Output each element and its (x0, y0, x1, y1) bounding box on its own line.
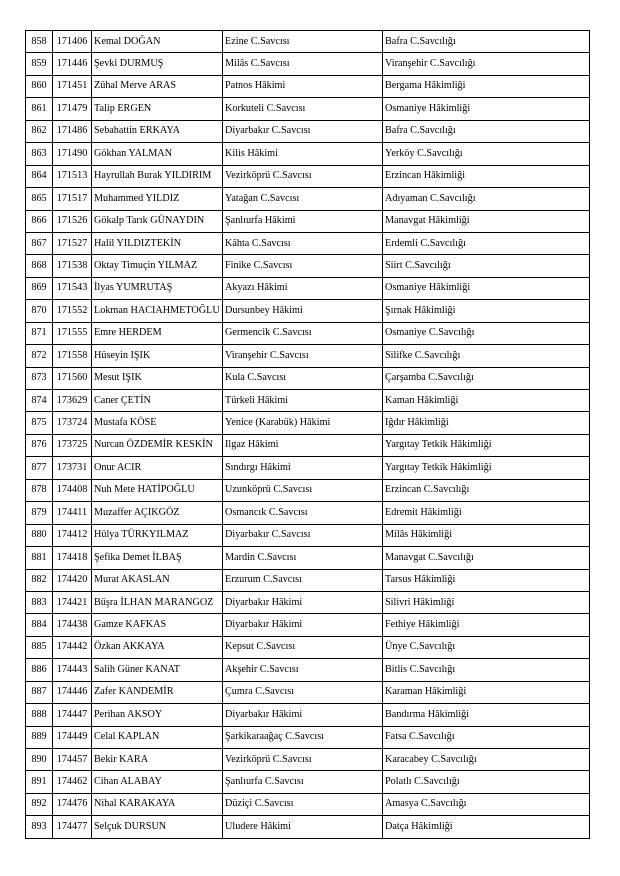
new-post-cell: Iğdır Hâkimliği (383, 412, 590, 434)
new-post-cell: Bitlis C.Savcılığı (383, 659, 590, 681)
current-post-cell: Akyazı Hâkimi (223, 277, 383, 299)
row-number-cell: 868 (26, 255, 53, 277)
new-post-cell: Tarsus Hâkimliği (383, 569, 590, 591)
table-row (26, 98, 590, 120)
registry-number-cell: 174412 (53, 524, 92, 546)
document-page (25, 30, 589, 839)
row-number-cell: 876 (26, 434, 53, 456)
current-post-cell: Vezirköprü C.Savcısı (223, 165, 383, 187)
name-cell: Emre HERDEM (92, 322, 223, 344)
table-row (26, 412, 590, 434)
registry-number-cell: 173731 (53, 457, 92, 479)
new-post-cell: Manavgat Hâkimliği (383, 210, 590, 232)
current-post-cell: Vezirköprü C.Savcısı (223, 749, 383, 771)
name-cell: Kemal DOĞAN (92, 31, 223, 53)
name-cell: Bekir KARA (92, 749, 223, 771)
current-post-cell: Patnos Hâkimi (223, 75, 383, 97)
registry-number-cell: 174476 (53, 793, 92, 815)
table-row (26, 569, 590, 591)
current-post-cell: Erzurum C.Savcısı (223, 569, 383, 591)
row-number-cell: 874 (26, 390, 53, 412)
row-number-cell: 863 (26, 143, 53, 165)
current-post-cell: Viranşehir C.Savcısı (223, 345, 383, 367)
row-number-cell: 877 (26, 457, 53, 479)
table-row (26, 322, 590, 344)
row-number-cell: 880 (26, 524, 53, 546)
registry-number-cell: 174421 (53, 591, 92, 613)
name-cell: Celal KAPLAN (92, 726, 223, 748)
row-number-cell: 858 (26, 31, 53, 53)
new-post-cell: Silivri Hâkimliği (383, 591, 590, 613)
name-cell: Şevki DURMUŞ (92, 53, 223, 75)
registry-number-cell: 171486 (53, 120, 92, 142)
registry-number-cell: 171479 (53, 98, 92, 120)
new-post-cell: Osmaniye Hâkimliği (383, 277, 590, 299)
new-post-cell: Ünye C.Savcılığı (383, 636, 590, 658)
current-post-cell: Yenice (Karabük) Hâkimi (223, 412, 383, 434)
row-number-cell: 892 (26, 793, 53, 815)
row-number-cell: 886 (26, 659, 53, 681)
table-row (26, 591, 590, 613)
registry-number-cell: 174447 (53, 704, 92, 726)
table-row (26, 188, 590, 210)
row-number-cell: 883 (26, 591, 53, 613)
row-number-cell: 859 (26, 53, 53, 75)
current-post-cell: Milâs C.Savcısı (223, 53, 383, 75)
current-post-cell: Finike C.Savcısı (223, 255, 383, 277)
table-row (26, 255, 590, 277)
current-post-cell: Ezine C.Savcısı (223, 31, 383, 53)
current-post-cell: Ilgaz Hâkimi (223, 434, 383, 456)
registry-number-cell: 171513 (53, 165, 92, 187)
current-post-cell: Sındırgı Hâkimi (223, 457, 383, 479)
registry-number-cell: 174449 (53, 726, 92, 748)
row-number-cell: 864 (26, 165, 53, 187)
table-row (26, 771, 590, 793)
table-body (26, 31, 590, 839)
name-cell: Sebahattin ERKAYA (92, 120, 223, 142)
current-post-cell: Uzunköprü C.Savcısı (223, 479, 383, 501)
row-number-cell: 879 (26, 502, 53, 524)
new-post-cell: Çarşamba C.Savcılığı (383, 367, 590, 389)
name-cell: Onur ACIR (92, 457, 223, 479)
registry-number-cell: 171490 (53, 143, 92, 165)
new-post-cell: Bafra C.Savcılığı (383, 31, 590, 53)
name-cell: Özkan AKKAYA (92, 636, 223, 658)
registry-number-cell: 174462 (53, 771, 92, 793)
new-post-cell: Erdemli C.Savcılığı (383, 232, 590, 254)
row-number-cell: 888 (26, 704, 53, 726)
registry-number-cell: 171451 (53, 75, 92, 97)
row-number-cell: 875 (26, 412, 53, 434)
current-post-cell: Germencik C.Savcısı (223, 322, 383, 344)
row-number-cell: 867 (26, 232, 53, 254)
row-number-cell: 882 (26, 569, 53, 591)
name-cell: Hayrullah Burak YILDIRIM (92, 165, 223, 187)
row-number-cell: 865 (26, 188, 53, 210)
table-row (26, 434, 590, 456)
name-cell: Nihal KARAKAYA (92, 793, 223, 815)
new-post-cell: Silifke C.Savcılığı (383, 345, 590, 367)
registry-number-cell: 171560 (53, 367, 92, 389)
table-row (26, 367, 590, 389)
table-row (26, 681, 590, 703)
new-post-cell: Bergama Hâkimliği (383, 75, 590, 97)
name-cell: Mesut IŞIK (92, 367, 223, 389)
table-row (26, 210, 590, 232)
new-post-cell: Bandırma Hâkimliği (383, 704, 590, 726)
row-number-cell: 862 (26, 120, 53, 142)
current-post-cell: Uludere Hâkimi (223, 816, 383, 838)
current-post-cell: Şanlıurfa C.Savcısı (223, 771, 383, 793)
current-post-cell: Mardin C.Savcısı (223, 547, 383, 569)
new-post-cell: Polatlı C.Savcılığı (383, 771, 590, 793)
current-post-cell: Kepsut C.Savcısı (223, 636, 383, 658)
appointment-table (25, 30, 590, 839)
row-number-cell: 871 (26, 322, 53, 344)
table-row (26, 345, 590, 367)
row-number-cell: 872 (26, 345, 53, 367)
current-post-cell: Akşehir C.Savcısı (223, 659, 383, 681)
row-number-cell: 887 (26, 681, 53, 703)
registry-number-cell: 174420 (53, 569, 92, 591)
new-post-cell: Fatsa C.Savcılığı (383, 726, 590, 748)
current-post-cell: Diyarbakır Hâkimi (223, 591, 383, 613)
new-post-cell: Siirt C.Savcılığı (383, 255, 590, 277)
registry-number-cell: 174418 (53, 547, 92, 569)
new-post-cell: Milâs Hâkimliği (383, 524, 590, 546)
registry-number-cell: 173629 (53, 390, 92, 412)
name-cell: Salih Güner KANAT (92, 659, 223, 681)
table-row (26, 390, 590, 412)
new-post-cell: Karaman Hâkimliği (383, 681, 590, 703)
registry-number-cell: 173724 (53, 412, 92, 434)
table-row (26, 53, 590, 75)
table-row (26, 31, 590, 53)
new-post-cell: Osmaniye C.Savcılığı (383, 322, 590, 344)
name-cell: Muhammed YILDIZ (92, 188, 223, 210)
current-post-cell: Osmancık C.Savcısı (223, 502, 383, 524)
table-row (26, 300, 590, 322)
table-row (26, 726, 590, 748)
row-number-cell: 869 (26, 277, 53, 299)
table-row (26, 614, 590, 636)
current-post-cell: Diyarbakır C.Savcısı (223, 524, 383, 546)
new-post-cell: Amasya C.Savcılığı (383, 793, 590, 815)
registry-number-cell: 171517 (53, 188, 92, 210)
row-number-cell: 885 (26, 636, 53, 658)
current-post-cell: Düziçi C.Savcısı (223, 793, 383, 815)
table-row (26, 277, 590, 299)
registry-number-cell: 171406 (53, 31, 92, 53)
row-number-cell: 891 (26, 771, 53, 793)
new-post-cell: Erzincan C.Savcılığı (383, 479, 590, 501)
registry-number-cell: 171558 (53, 345, 92, 367)
registry-number-cell: 174438 (53, 614, 92, 636)
new-post-cell: Osmaniye Hâkimliği (383, 98, 590, 120)
row-number-cell: 860 (26, 75, 53, 97)
name-cell: Hüseyin IŞIK (92, 345, 223, 367)
new-post-cell: Manavgat C.Savcılığı (383, 547, 590, 569)
current-post-cell: Dursunbey Hâkimi (223, 300, 383, 322)
name-cell: Büşra İLHAN MARANGOZ (92, 591, 223, 613)
current-post-cell: Diyarbakır Hâkimi (223, 614, 383, 636)
registry-number-cell: 173725 (53, 434, 92, 456)
row-number-cell: 866 (26, 210, 53, 232)
table-row (26, 636, 590, 658)
name-cell: Nuh Mete HATİPOĞLU (92, 479, 223, 501)
registry-number-cell: 174408 (53, 479, 92, 501)
row-number-cell: 861 (26, 98, 53, 120)
name-cell: Gamze KAFKAS (92, 614, 223, 636)
table-row (26, 793, 590, 815)
row-number-cell: 884 (26, 614, 53, 636)
name-cell: Talip ERGEN (92, 98, 223, 120)
name-cell: Şefika Demet İLBAŞ (92, 547, 223, 569)
new-post-cell: Karacabey C.Savcılığı (383, 749, 590, 771)
registry-number-cell: 171527 (53, 232, 92, 254)
registry-number-cell: 174442 (53, 636, 92, 658)
name-cell: Lokman HACIAHMETOĞLU (92, 300, 223, 322)
registry-number-cell: 174446 (53, 681, 92, 703)
name-cell: İlyas YUMRUTAŞ (92, 277, 223, 299)
registry-number-cell: 174457 (53, 749, 92, 771)
name-cell: Cihan ALABAY (92, 771, 223, 793)
registry-number-cell: 171526 (53, 210, 92, 232)
current-post-cell: Çumra C.Savcısı (223, 681, 383, 703)
name-cell: Murat AKASLAN (92, 569, 223, 591)
registry-number-cell: 171552 (53, 300, 92, 322)
new-post-cell: Yerköy C.Savcılığı (383, 143, 590, 165)
name-cell: Hülya TÜRKYILMAZ (92, 524, 223, 546)
new-post-cell: Fethiye Hâkimliği (383, 614, 590, 636)
table-row (26, 75, 590, 97)
table-row (26, 232, 590, 254)
row-number-cell: 870 (26, 300, 53, 322)
new-post-cell: Yargıtay Tetkik Hâkimliği (383, 434, 590, 456)
current-post-cell: Diyarbakır Hâkimi (223, 704, 383, 726)
row-number-cell: 893 (26, 816, 53, 838)
current-post-cell: Şanlıurfa Hâkimi (223, 210, 383, 232)
new-post-cell: Adıyaman C.Savcılığı (383, 188, 590, 210)
registry-number-cell: 171543 (53, 277, 92, 299)
table-row (26, 120, 590, 142)
new-post-cell: Yargıtay Tetkik Hâkimliği (383, 457, 590, 479)
new-post-cell: Kaman Hâkimliği (383, 390, 590, 412)
current-post-cell: Kâhta C.Savcısı (223, 232, 383, 254)
current-post-cell: Şarkikaraağaç C.Savcısı (223, 726, 383, 748)
registry-number-cell: 171555 (53, 322, 92, 344)
new-post-cell: Bafra C.Savcılığı (383, 120, 590, 142)
name-cell: Oktay Timuçin YILMAZ (92, 255, 223, 277)
current-post-cell: Kula C.Savcısı (223, 367, 383, 389)
table-row (26, 816, 590, 838)
row-number-cell: 890 (26, 749, 53, 771)
registry-number-cell: 171538 (53, 255, 92, 277)
name-cell: Selçuk DURSUN (92, 816, 223, 838)
new-post-cell: Viranşehir C.Savcılığı (383, 53, 590, 75)
name-cell: Gökhan YALMAN (92, 143, 223, 165)
table-row (26, 749, 590, 771)
table-row (26, 547, 590, 569)
row-number-cell: 878 (26, 479, 53, 501)
registry-number-cell: 174411 (53, 502, 92, 524)
row-number-cell: 889 (26, 726, 53, 748)
new-post-cell: Erzincan Hâkimliği (383, 165, 590, 187)
name-cell: Perihan AKSOY (92, 704, 223, 726)
name-cell: Muzaffer AÇIKGÖZ (92, 502, 223, 524)
current-post-cell: Yatağan C.Savcısı (223, 188, 383, 210)
name-cell: Nurcan ÖZDEMİR KESKİN (92, 434, 223, 456)
name-cell: Caner ÇETİN (92, 390, 223, 412)
name-cell: Zühal Merve ARAS (92, 75, 223, 97)
table-row (26, 502, 590, 524)
current-post-cell: Türkeli Hâkimi (223, 390, 383, 412)
current-post-cell: Diyarbakır C.Savcısı (223, 120, 383, 142)
new-post-cell: Şırnak Hâkimliği (383, 300, 590, 322)
table-row (26, 457, 590, 479)
new-post-cell: Datça Hâkimliği (383, 816, 590, 838)
table-row (26, 165, 590, 187)
table-row (26, 143, 590, 165)
registry-number-cell: 174477 (53, 816, 92, 838)
name-cell: Mustafa KÖSE (92, 412, 223, 434)
registry-number-cell: 171446 (53, 53, 92, 75)
new-post-cell: Edremit Hâkimliği (383, 502, 590, 524)
name-cell: Gökalp Tarık GÜNAYDIN (92, 210, 223, 232)
name-cell: Zafer KANDEMİR (92, 681, 223, 703)
current-post-cell: Korkuteli C.Savcısı (223, 98, 383, 120)
table-row (26, 659, 590, 681)
table-row (26, 479, 590, 501)
name-cell: Halil YILDIZTEKİN (92, 232, 223, 254)
current-post-cell: Kilis Hâkimi (223, 143, 383, 165)
row-number-cell: 873 (26, 367, 53, 389)
row-number-cell: 881 (26, 547, 53, 569)
registry-number-cell: 174443 (53, 659, 92, 681)
table-row (26, 704, 590, 726)
table-row (26, 524, 590, 546)
